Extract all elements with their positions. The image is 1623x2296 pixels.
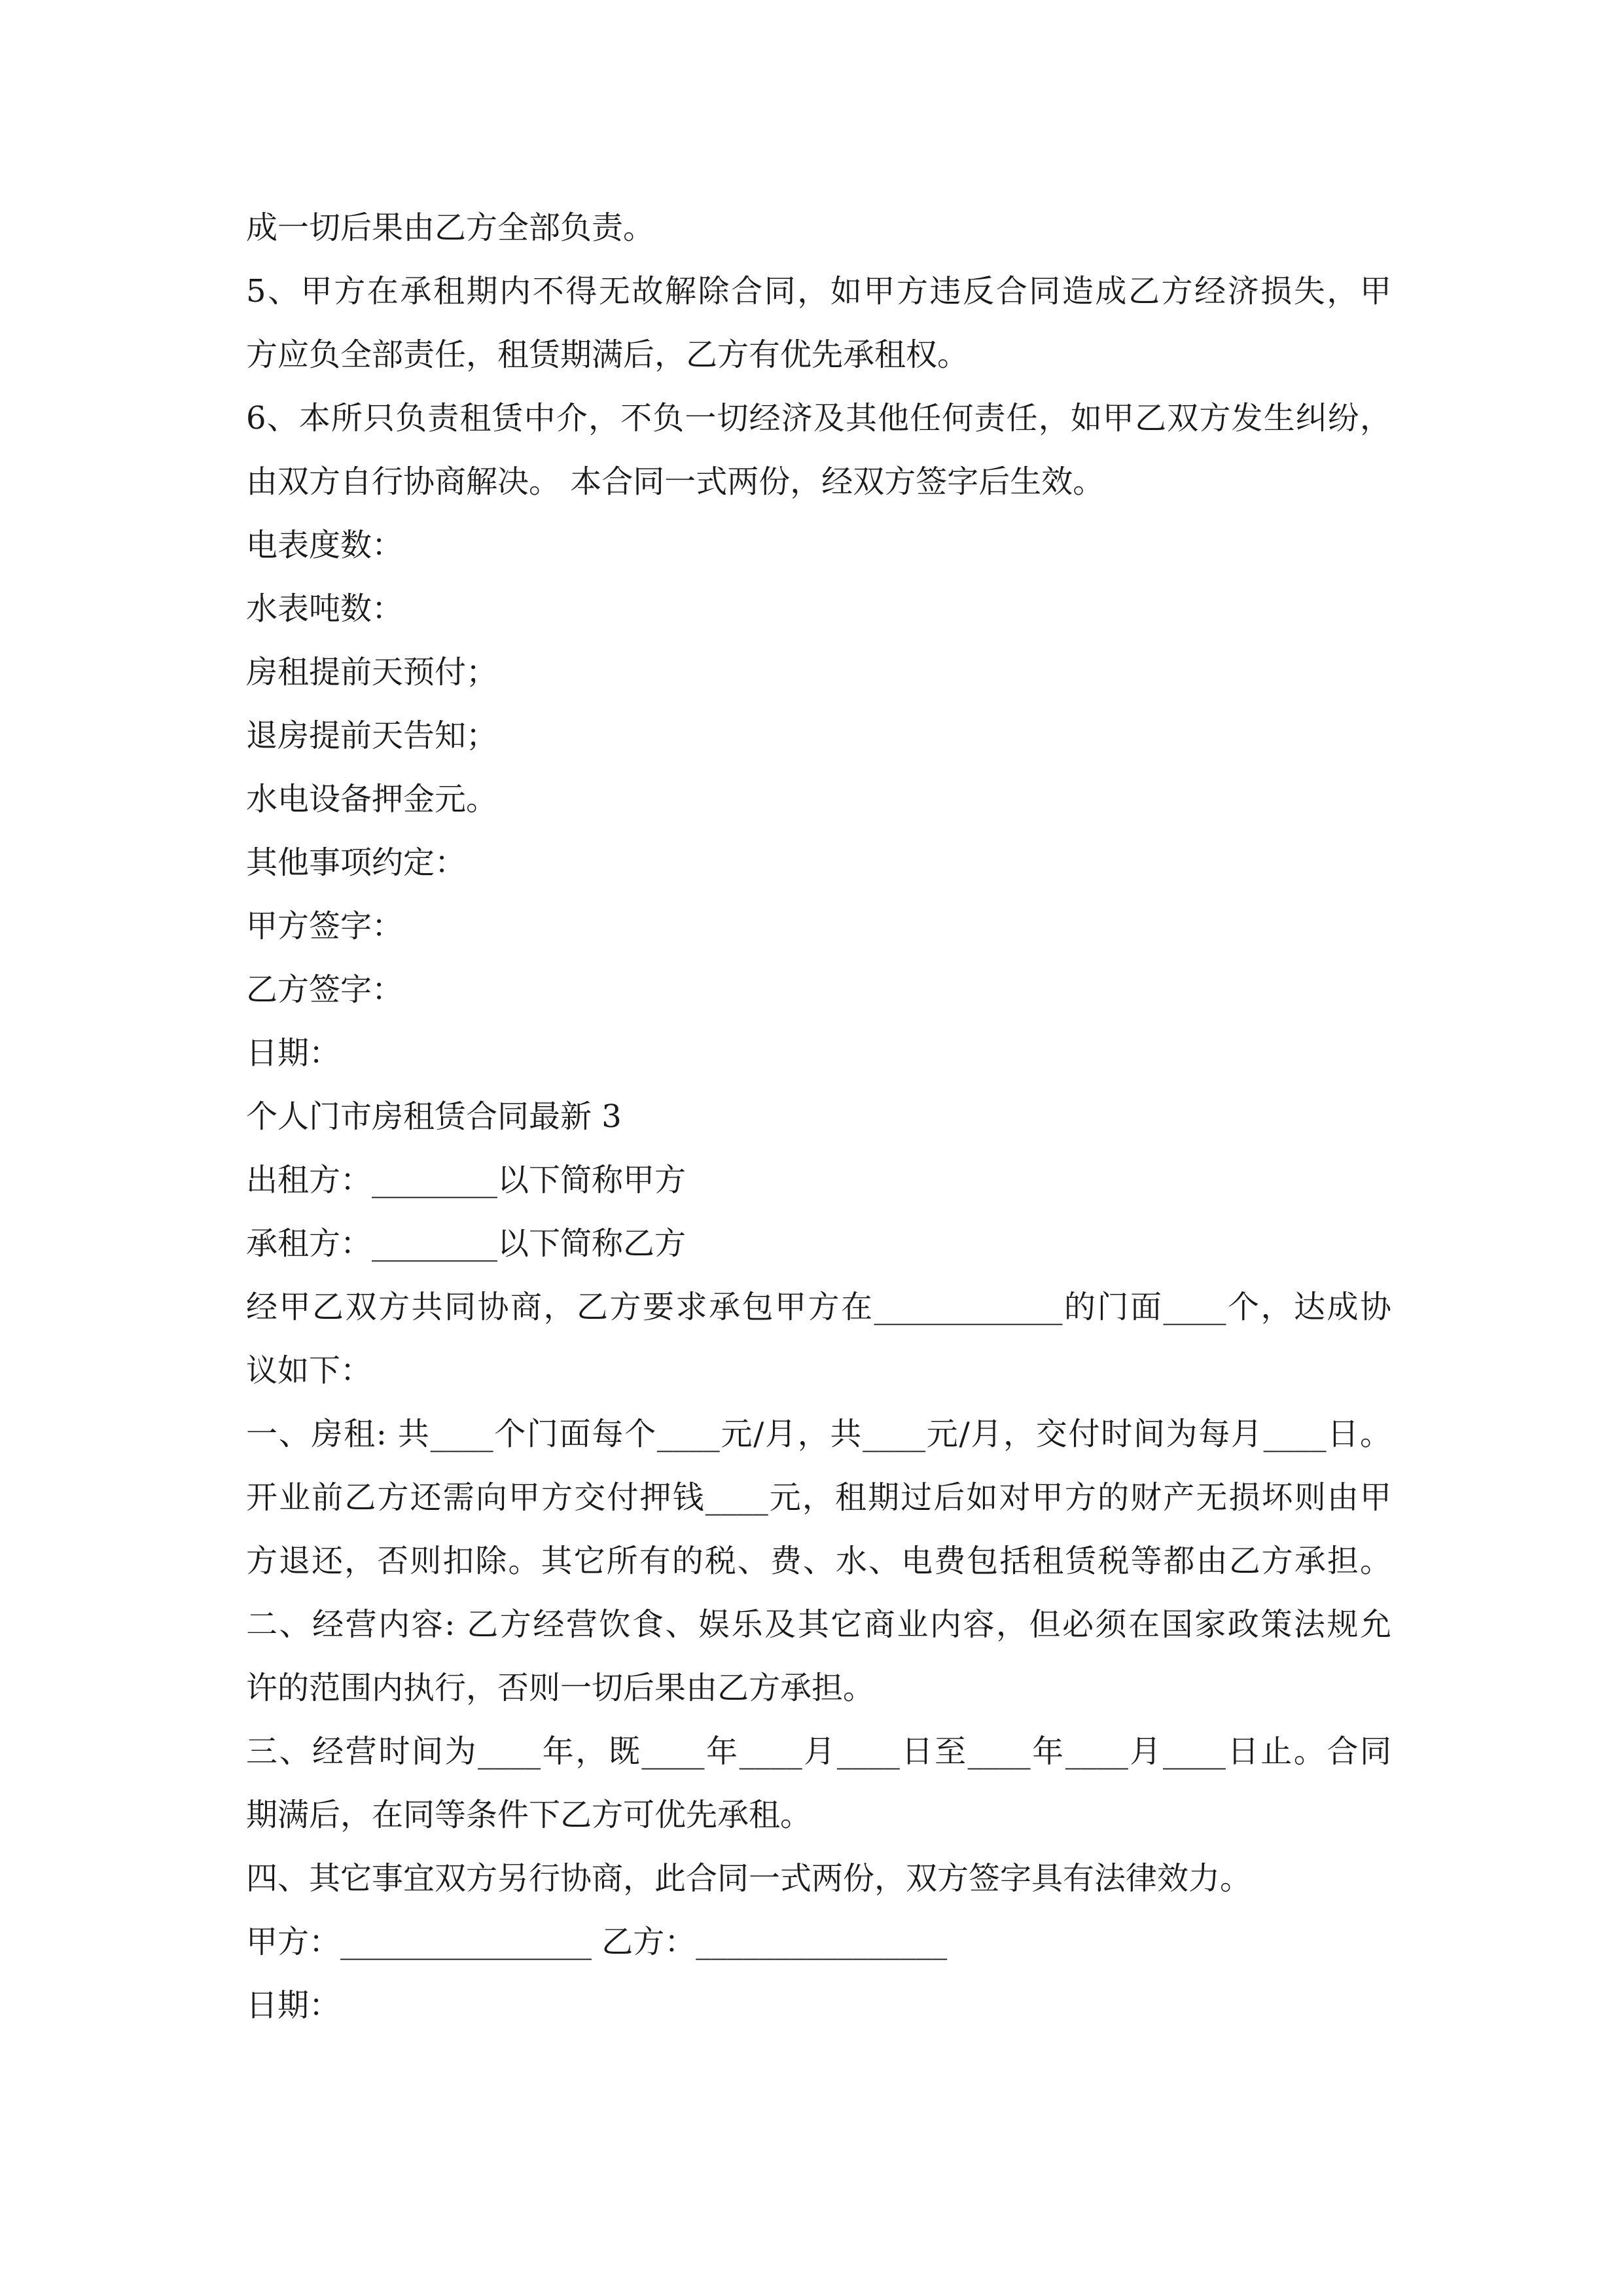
text-line: 房租提前天预付； (246, 654, 498, 691)
document-body (246, 196, 1391, 2037)
text-line: 其他事项约定： (246, 844, 467, 881)
text-line: 退房提前天告知； (246, 717, 498, 754)
text-line: 水表吨数： (246, 590, 404, 627)
text-line: 承租方：________以下简称乙方 (246, 1225, 687, 1262)
text-line: 经甲乙双方共同协商，乙方要求承包甲方在____________的门面____个，达成协 (246, 1289, 1391, 1325)
text-line: 日期： (246, 1035, 341, 1071)
text-line: 由双方自行协商解决。 本合同一式两份，经双方签字后生效。 (246, 463, 1105, 500)
text-line: 三、经营时间为____年，既____年____月____日至____年____月____日止。合同 (246, 1733, 1391, 1770)
text-line: 甲方签字： (246, 908, 404, 944)
text-line: 方退还，否则扣除。其它所有的税、费、水、电费包括租赁税等都由乙方承担。 (246, 1543, 1391, 1579)
text-line: 水电设备押金元。 (246, 781, 498, 817)
text-line: 期满后，在同等条件下乙方可优先承租。 (246, 1797, 812, 1833)
text-line: 出租方：________以下简称甲方 (246, 1162, 687, 1198)
text-line: 5、甲方在承租期内不得无故解除合同，如甲方违反合同造成乙方经济损失，甲 (246, 273, 1391, 310)
text-line: 议如下： (246, 1352, 372, 1389)
text-line: 成一切后果由乙方全部负责。 (246, 209, 655, 246)
text-line: 6、本所只负责租赁中介，不负一切经济及其他任何责任，如甲乙双方发生纠纷， (246, 400, 1391, 437)
text-line: 二、经营内容: 乙方经营饮食、娱乐及其它商业内容，但必须在国家政策法规允 (246, 1606, 1391, 1643)
text-line: 乙方签字： (246, 971, 404, 1008)
text-line: 开业前乙方还需向甲方交付押钱____元，租期过后如对甲方的财产无损坏则由甲 (246, 1479, 1391, 1516)
text-line: 四、其它事宜双方另行协商，此合同一式两份，双方签字具有法律效力。 (246, 1860, 1252, 1897)
text-line: 方应负全部责任，租赁期满后，乙方有优先承租权。 (246, 336, 969, 373)
section-title: 个人门市房租赁合同最新 3 (246, 1098, 622, 1135)
text-line: 一、房租: 共____个门面每个____元/月，共____元/月，交付时间为每月____日。 (246, 1416, 1391, 1452)
date-line: 日期： (246, 1987, 341, 2024)
text-line: 电表度数： (246, 527, 404, 564)
signature-line: 甲方：________________ 乙方：________________ (246, 1924, 948, 1960)
text-line: 许的范围内执行，否则一切后果由乙方承担。 (246, 1670, 875, 1706)
